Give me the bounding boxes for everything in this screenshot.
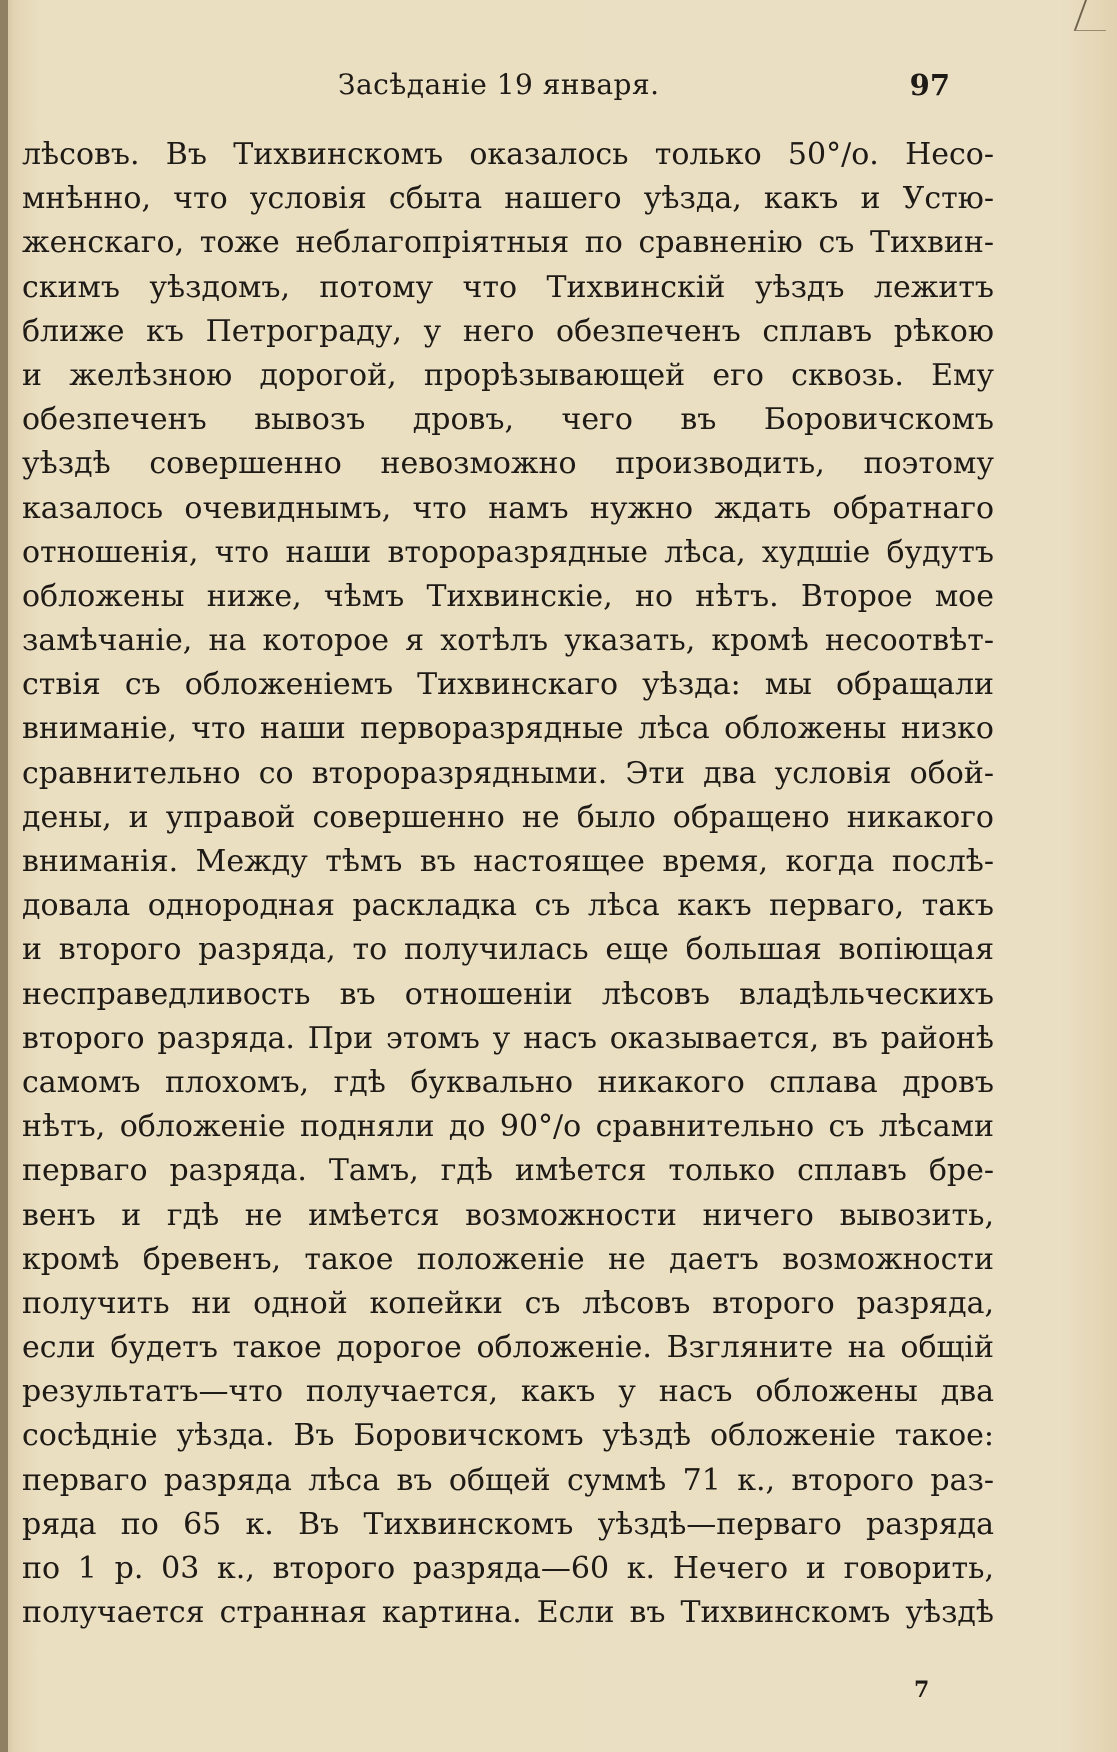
page-number: 97: [909, 68, 950, 102]
text-line: кромѣ бревенъ, такое положеніе не даетъ возможности: [22, 1241, 994, 1277]
text-line: вниманіе, что наши перворазрядные лѣса обложены низко: [22, 711, 994, 747]
text-line: перваго разряда. Тамъ, гдѣ имѣется только сплавъ бре-: [22, 1153, 994, 1189]
text-line: довала однородная раскладка съ лѣса какъ перваго, такъ: [22, 888, 994, 924]
text-line: обложены ниже, чѣмъ Тихвинскіе, но нѣтъ. Второе мое: [22, 578, 994, 614]
text-line: женскаго, тоже неблагопріятныя по сравненію съ Тихвин-: [22, 225, 994, 261]
text-line: ближе къ Петрограду, у него обезпеченъ сплавъ рѣкою: [22, 313, 994, 349]
text-line: отношенія, что наши второразрядные лѣса, худшіе будутъ: [22, 534, 994, 570]
text-line: казалось очевиднымъ, что намъ нужно ждать обратнаго: [22, 490, 994, 526]
text-line: сосѣдніе уѣзда. Въ Боровичскомъ уѣздѣ обложеніе такое:: [22, 1418, 994, 1454]
text-line: скимъ уѣздомъ, потому что Тихвинскій уѣздъ лежитъ: [22, 269, 994, 305]
text-line: вниманія. Между тѣмъ въ настоящее время, когда послѣ-: [22, 844, 994, 879]
text-line: получается странная картина. Если въ Тихвинскомъ уѣздѣ: [22, 1595, 994, 1631]
text-line: если будетъ такое дорогое обложеніе. Взгляните на общій: [22, 1330, 994, 1366]
text-line: второго разряда. При этомъ у насъ оказывается, въ районѣ: [22, 1020, 994, 1056]
body-text: [22, 133, 994, 1635]
text-line: по 1 р. 03 к., второго разряда—60 к. Нечего и говорить,: [22, 1551, 994, 1586]
text-line: сравнительно со второразрядными. Эти два условія обой-: [22, 755, 994, 791]
text-line: перваго разряда лѣса въ общей суммѣ 71 к., второго раз-: [22, 1462, 994, 1498]
text-line: венъ и гдѣ не имѣется возможности ничего вывозить,: [22, 1197, 994, 1233]
text-line: обезпеченъ вывозъ дровъ, чего въ Боровичскомъ: [22, 402, 994, 438]
page-corner-fold: [1074, 0, 1117, 31]
text-line: уѣздѣ совершенно невозможно производить, поэтому: [22, 446, 994, 482]
text-line: лѣсовъ. Въ Тихвинскомъ оказалось только 50°/о. Несо-: [22, 137, 994, 172]
text-line: мнѣнно, что условія сбыта нашего уѣзда, какъ и Устю-: [22, 181, 994, 217]
text-line: и желѣзною дорогой, прорѣзывающей его сквозь. Ему: [22, 357, 994, 393]
text-line: нѣтъ, обложеніе подняли до 90°/о сравнительно съ лѣсами: [22, 1109, 994, 1145]
text-line: самомъ плохомъ, гдѣ буквально никакого сплава дровъ: [22, 1064, 994, 1100]
text-line: результатъ—что получается, какъ у насъ обложены два: [22, 1374, 994, 1410]
text-line: несправедливость въ отношеніи лѣсовъ владѣльческихъ: [22, 976, 994, 1012]
running-title: Засѣданіе 19 января.: [338, 68, 660, 101]
signature-mark: 7: [914, 1677, 930, 1703]
text-line: и второго разряда, то получилась еще большая вопіющая: [22, 932, 994, 968]
text-line: ствія съ обложеніемъ Тихвинскаго уѣзда: мы обращали: [22, 667, 994, 703]
text-line: ряда по 65 к. Въ Тихвинскомъ уѣздѣ—перваго разряда: [22, 1506, 994, 1542]
text-line: дены, и управой совершенно не было обращено никакого: [22, 799, 994, 835]
page-spine-shadow: [0, 0, 8, 1752]
text-line: получить ни одной копейки съ лѣсовъ второго разряда,: [22, 1285, 994, 1321]
text-line: замѣчаніе, на которое я хотѣлъ указать, кромѣ несоотвѣт-: [22, 623, 994, 659]
page-header: [30, 64, 950, 112]
